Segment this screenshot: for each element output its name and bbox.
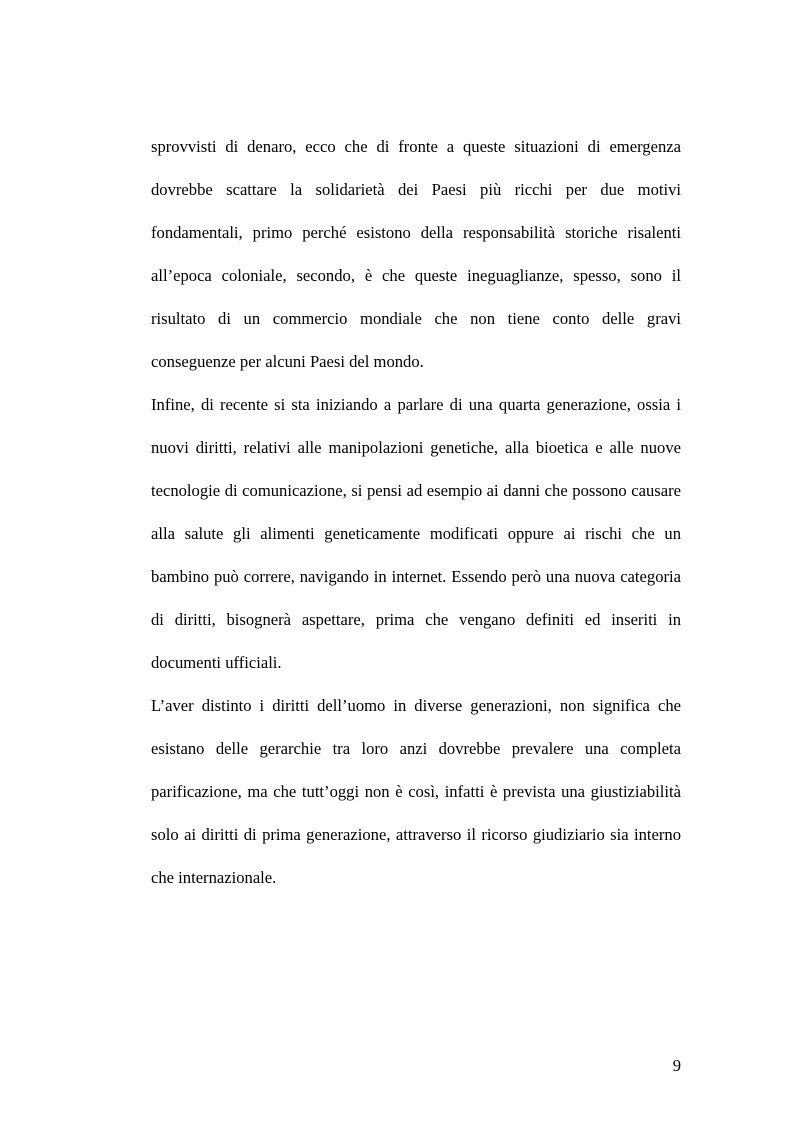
paragraph-fourth-generation: Infine, di recente si sta iniziando a parlare di una quarta generazione, ossia i nuovi diritti, relativi alle manipolazioni genetiche, alla bioetica e alle nuove tecnologie di comunicazione, si pensi ad esempio ai danni che possono causare alla salute gli alimenti geneticamente modificati oppure ai rischi che un bambino può correre, navigando in internet. Essendo però una nuova categoria di diritti, bisognerà aspettare, prima che vengano definiti ed inseriti in documenti ufficiali. bbox=[151, 395, 681, 672]
body-text bbox=[151, 125, 681, 899]
page-number: 9 bbox=[672, 1056, 681, 1075]
paragraph-solidarity: sprovvisti di denaro, ecco che di fronte a queste situazioni di emergenza dovrebbe scattare la solidarietà dei Paesi più ricchi per due motivi fondamentali, primo perché esistono della responsabilità storiche risalenti all’epoca coloniale, secondo, è che queste ineguaglianze, spesso, sono il risultato di un commercio mondiale che non tiene conto delle gravi conseguenze per alcuni Paesi del mondo. bbox=[151, 137, 681, 371]
paragraph-generations-hierarchy: L’aver distinto i diritti dell’uomo in diverse generazioni, non significa che esistano delle gerarchie tra loro anzi dovrebbe prevalere una completa parificazione, ma che tutt’oggi non è così, infatti è prevista una giustiziabilità solo ai diritti di prima generazione, attraverso il ricorso giudiziario sia interno che internazionale. bbox=[151, 696, 681, 887]
